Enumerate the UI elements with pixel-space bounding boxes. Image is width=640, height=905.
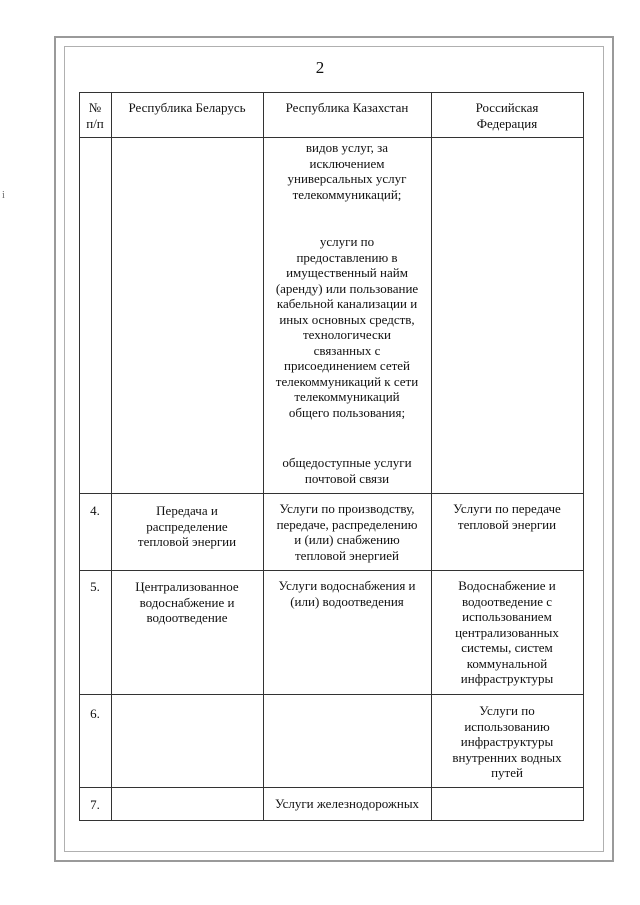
header-kazakhstan: Республика Казахстан — [285, 100, 409, 115]
row-5-russia: Водоснабжение и водоотведение с использованием централизованных системы, систем коммунальной инфраструктуры — [455, 578, 559, 686]
row-divider-6 — [79, 694, 584, 695]
row-5-kazakhstan: Услуги водоснабжения и (или) водоотведения — [278, 578, 416, 609]
stray-mark: і — [2, 190, 5, 201]
table-border-top — [79, 92, 584, 93]
row-4-kazakhstan: Услуги по производству, передаче, распределению и (или) снабжению тепловой энергией — [276, 501, 418, 563]
row-4-russia: Услуги по передаче тепловой энергии — [453, 501, 561, 532]
kazakhstan-continued-text-2: услуги по предоставлению в имущественный найм (аренду) или пользование кабельной канализации и иных основных средств, технологически связанных с присоединением сетей телекоммуникаций к сети телекоммуникаций общего пользования; — [275, 234, 419, 420]
row-5-belarus: Централизованное водоснабжение и водоотведение — [135, 579, 239, 625]
page-number: 2 — [315, 58, 325, 77]
row-4-belarus: Передача и распределение тепловой энергии — [137, 503, 237, 549]
header-belarus: Республика Беларусь — [128, 100, 246, 115]
row-7-number: 7. — [90, 797, 100, 812]
row-7-kazakhstan: Услуги железнодорожных — [274, 796, 420, 811]
header-num: № п/п — [86, 100, 104, 131]
row-divider-7 — [79, 787, 584, 788]
table-border-bottom — [79, 820, 584, 821]
header-divider — [79, 137, 584, 138]
row-4-number: 4. — [90, 503, 100, 518]
column-divider-1 — [111, 92, 112, 821]
kazakhstan-continued-text-1: видов услуг, за исключением универсальных услуг телекоммуникаций; — [287, 140, 407, 202]
row-divider-4 — [79, 493, 584, 494]
kazakhstan-continued-text-3: общедоступные услуги почтовой связи — [282, 455, 412, 486]
header-russia: Российская Федерация — [475, 100, 539, 131]
row-6-russia: Услуги по использованию инфраструктуры внутренних водных путей — [452, 703, 562, 780]
row-5-number: 5. — [90, 579, 100, 594]
table-border-right — [583, 92, 584, 821]
row-divider-5 — [79, 570, 584, 571]
row-6-number: 6. — [90, 706, 100, 721]
